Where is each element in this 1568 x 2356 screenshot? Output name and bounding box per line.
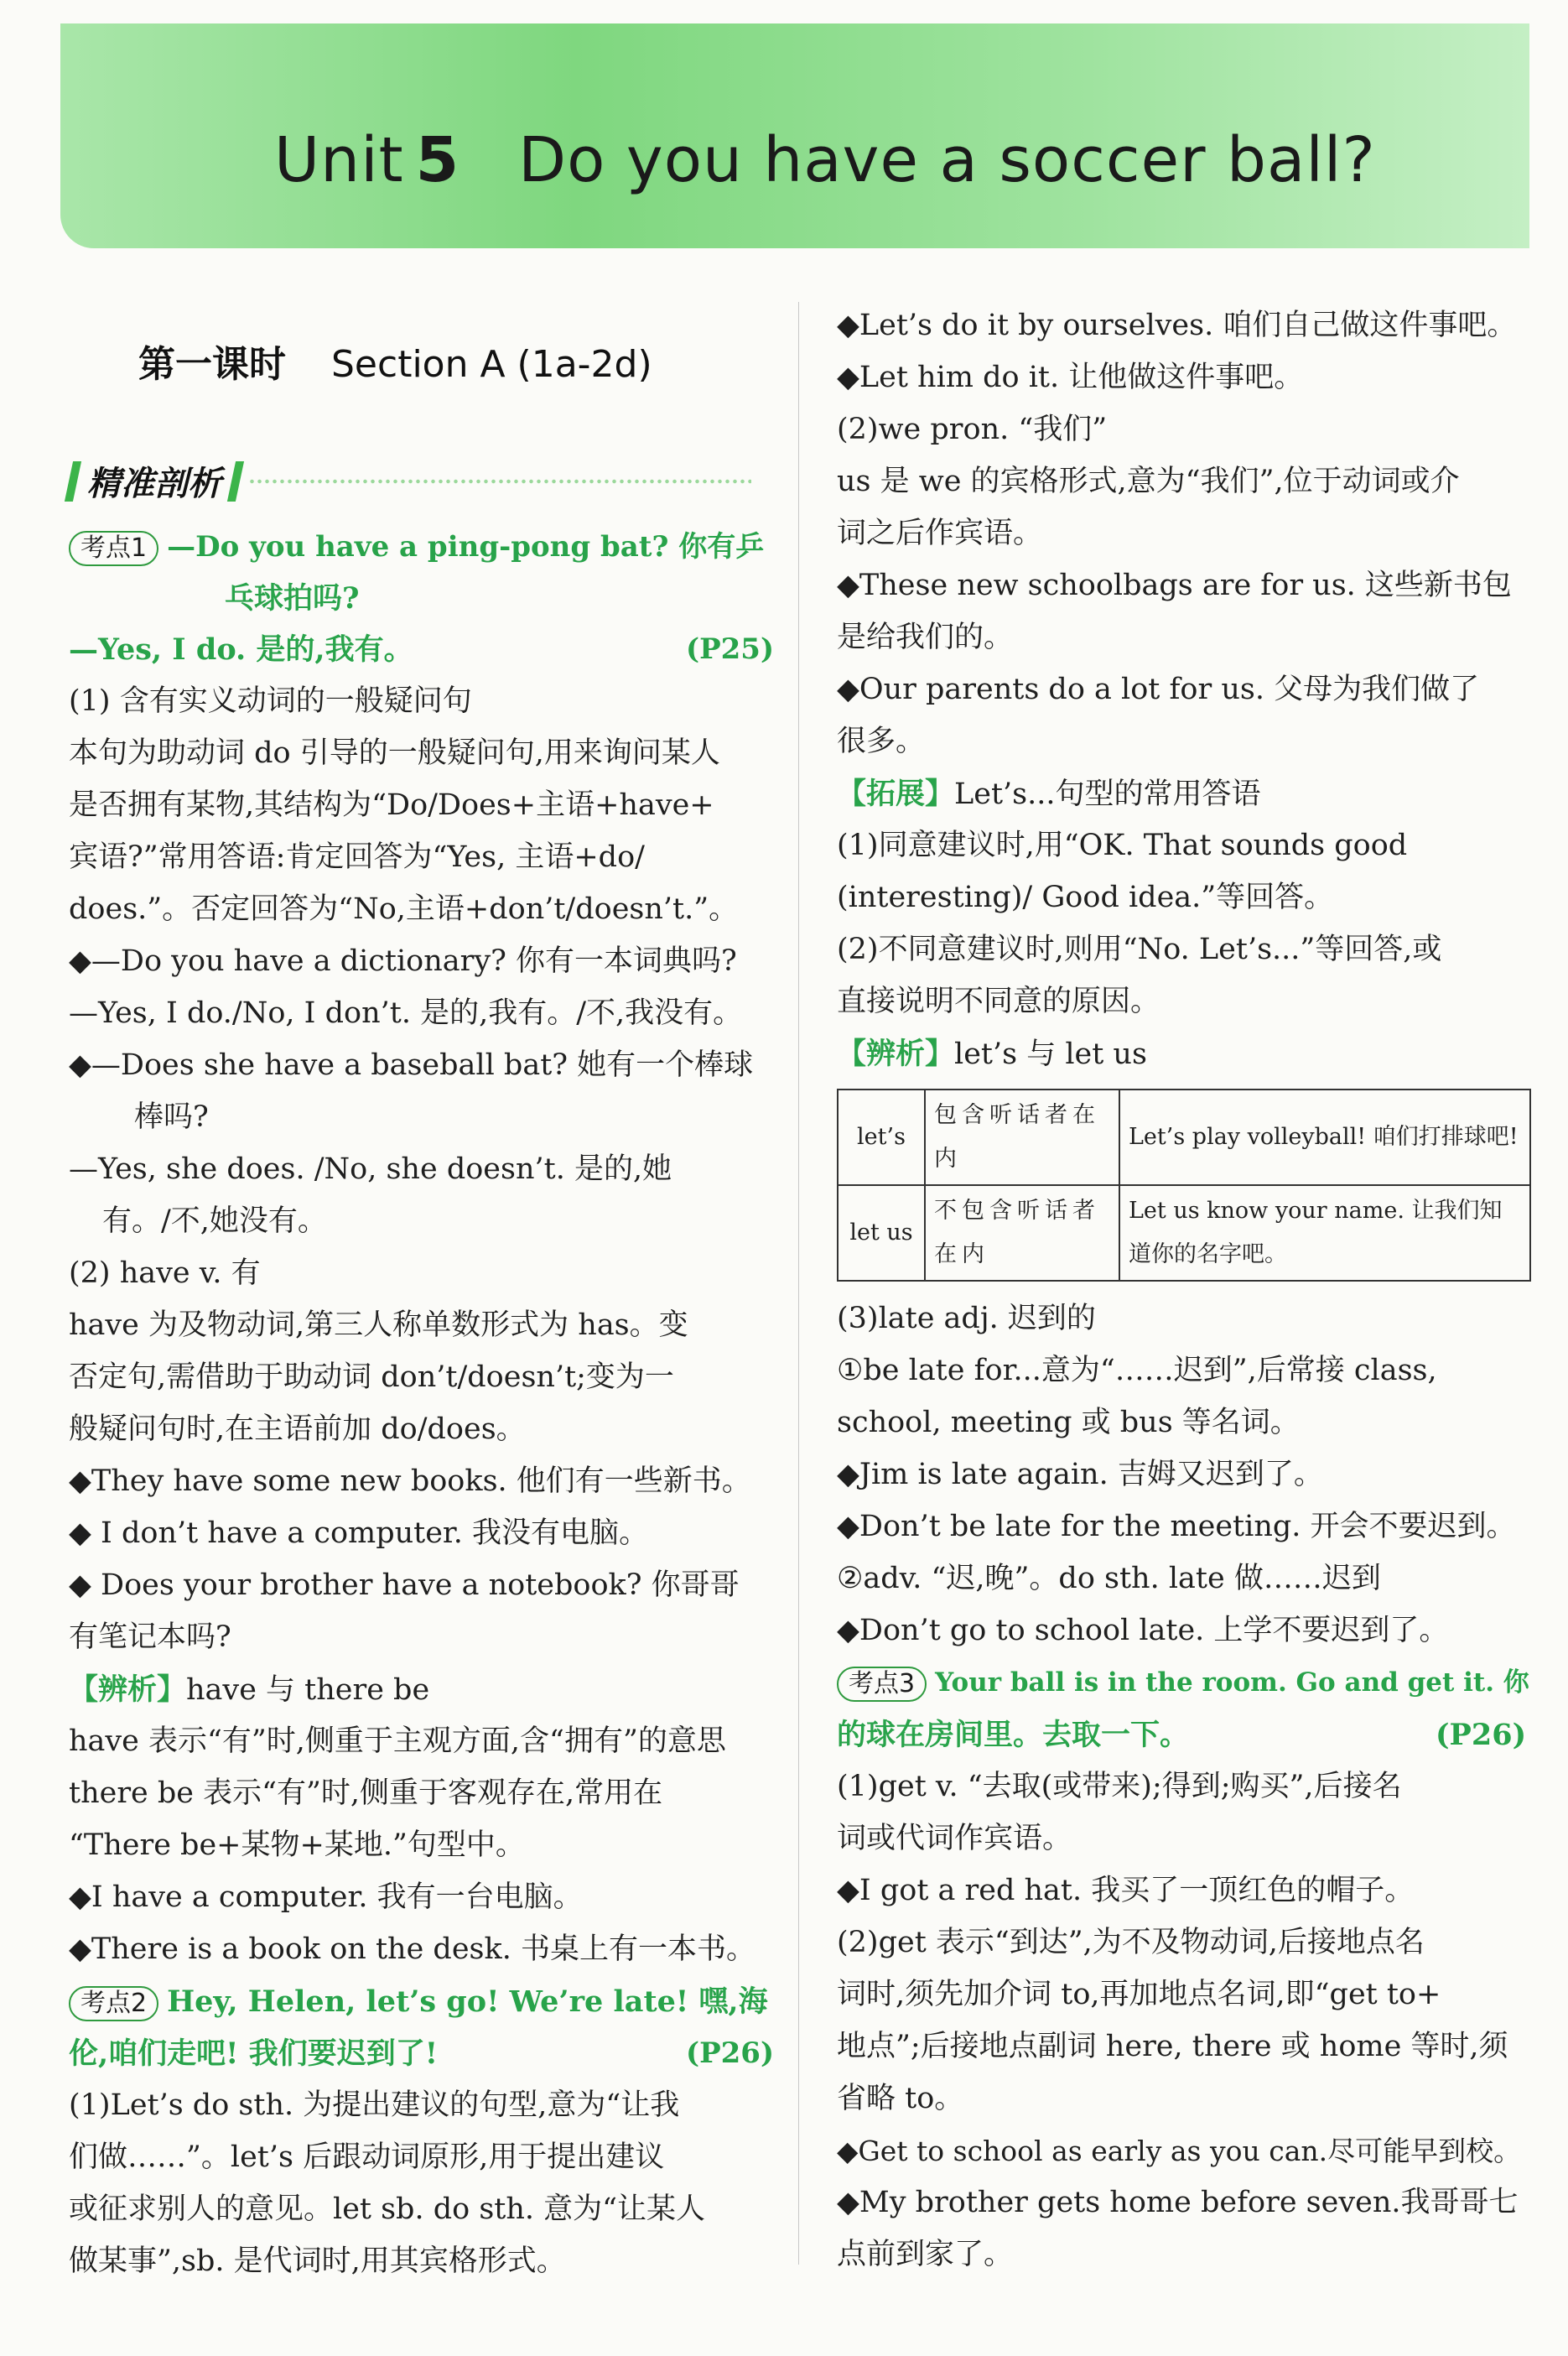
table-row: let us 不包含听话者在内 Let us know your name. 让我们知道你的名字吧。: [838, 1185, 1530, 1281]
unit-banner: [60, 23, 1529, 248]
extension-heading: 【拓展】Let’s...句型的常用答语: [837, 777, 1261, 811]
unit-title: Unit 5 Do you have a soccer ball?: [274, 124, 1376, 196]
kd3-heading: 考点3 Your ball is in the room. Go and get it. 你: [837, 1657, 1529, 1708]
dotted-rule: [248, 479, 751, 484]
distinction-heading-right: 【辨析】let’s 与 let us: [837, 1037, 1147, 1071]
kd1-heading: 考点1 —Do you have a ping-pong bat? 你有乒: [69, 522, 764, 573]
lesson-title: 第一课时 Section A (1a-2d): [138, 343, 652, 386]
section-heading: 精准剖析: [69, 457, 751, 505]
column-divider: [798, 302, 799, 2265]
lets-vs-let-us-table: [837, 1089, 1531, 1282]
distinction-heading-left: 【辨析】have 与 there be: [69, 1672, 430, 1707]
kd2-page-ref: (P26): [686, 2036, 775, 2070]
kd1-page-ref: (P25): [686, 632, 775, 666]
table-row: let’s 包含听话者在内 Let’s play volleyball! 咱们打排球吧!: [838, 1090, 1530, 1185]
kd2-heading: 考点2 Hey, Helen, let’s go! We’re late! 嘿,海: [69, 1976, 768, 2028]
kd3-page-ref: (P26): [1436, 1718, 1527, 1752]
